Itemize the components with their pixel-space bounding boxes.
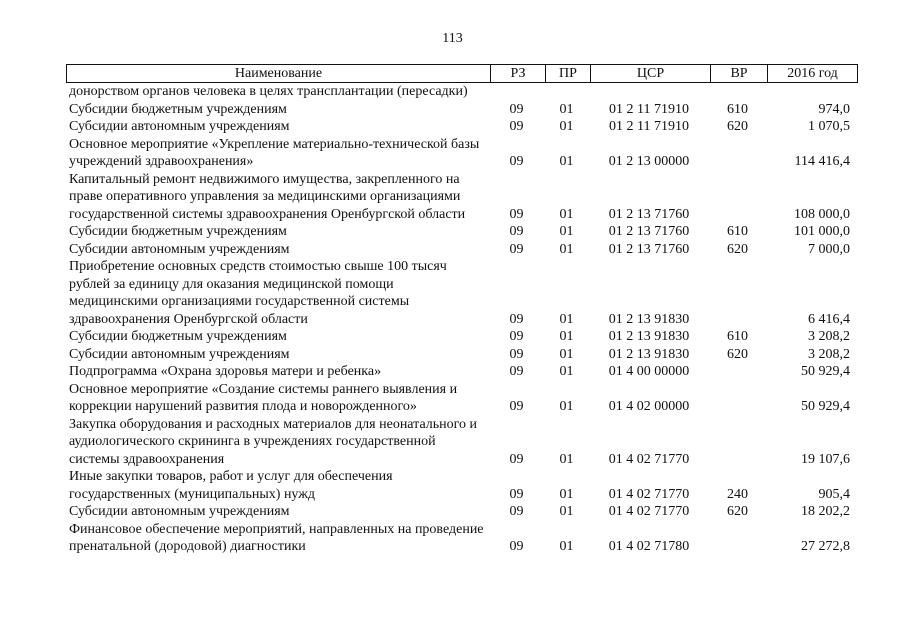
cell-amount: 27 272,8 — [801, 539, 850, 554]
cell-pr: 01 — [559, 119, 574, 134]
cell-csr: 01 2 11 71910 — [609, 119, 689, 134]
cell-pr: 01 — [559, 311, 574, 327]
cell-name: Закупка оборудования и расходных материалов для неонатального и аудиологического скрининга в учреждениях государственной системы здравоохранения — [69, 416, 478, 467]
cell-pr: 01 — [559, 206, 574, 222]
cell-name: Субсидии бюджетным учреждениям — [69, 224, 287, 239]
cell-name: Основное мероприятие «Укрепление материально-технической базы учреждений здравоохранения» — [69, 136, 480, 169]
cell-csr: 01 2 13 91830 — [608, 346, 690, 362]
cell-csr: 01 4 02 71780 — [608, 539, 690, 554]
cell-name: Иные закупки товаров, работ и услуг для обеспечения государственных (муниципальных) нужд — [69, 469, 393, 502]
table-row — [66, 416, 858, 469]
table-row — [66, 258, 858, 328]
table-row — [66, 101, 858, 119]
cell-csr: 01 2 13 71760 — [608, 206, 690, 222]
cell-name: Финансовое обеспечение мероприятий, направленных на проведение пренатальной (дородовой) диагностики — [69, 521, 484, 554]
cell-amount: 1 070,5 — [808, 119, 850, 134]
table-row — [66, 241, 858, 259]
cell-rz: 09 — [509, 346, 524, 362]
page-number: 113 — [442, 31, 463, 46]
cell-name: Подпрограмма «Охрана здоровья матери и ребенка» — [69, 364, 382, 379]
cell-vr: 620 — [727, 346, 748, 362]
cell-vr: 610 — [727, 329, 748, 344]
cell-name: Приобретение основных средств стоимостью свыше 100 тысяч рублей за единицу для оказания медицинской помощи медицинскими организациями государственной системы здравоохранения Оренбургской области — [69, 259, 447, 327]
cell-pr: 01 — [559, 154, 574, 169]
header-vr: ВР — [710, 65, 767, 82]
cell-rz: 09 — [509, 504, 524, 519]
cell-rz: 09 — [509, 539, 524, 554]
cell-vr: 620 — [727, 119, 748, 134]
table-row — [66, 223, 858, 241]
cell-pr: 01 — [559, 486, 574, 502]
cell-csr: 01 4 02 71770 — [608, 504, 690, 519]
cell-amount: 18 202,2 — [801, 504, 850, 519]
cell-name: Субсидии автономным учреждениям — [69, 346, 290, 362]
cell-pr: 01 — [559, 539, 574, 554]
cell-csr: 01 2 13 91830 — [608, 329, 690, 344]
cell-name: Субсидии бюджетным учреждениям — [69, 101, 287, 117]
cell-csr: 01 4 02 00000 — [608, 399, 690, 414]
cell-vr: 610 — [727, 224, 748, 239]
header-rz: РЗ — [490, 65, 545, 82]
cell-amount: 974,0 — [818, 101, 850, 117]
cell-csr: 01 4 00 00000 — [608, 364, 690, 379]
cell-rz: 09 — [509, 451, 524, 467]
cell-csr: 01 2 13 71760 — [608, 241, 690, 257]
cell-rz: 09 — [509, 101, 524, 117]
cell-csr: 01 4 02 71770 — [608, 486, 690, 502]
cell-rz: 09 — [509, 241, 524, 257]
cell-rz: 09 — [509, 119, 524, 134]
cell-amount: 905,4 — [818, 486, 850, 502]
cell-rz: 09 — [509, 364, 524, 379]
cell-rz: 09 — [509, 329, 524, 344]
cell-name: Капитальный ремонт недвижимого имущества, закрепленного на праве оперативного управления за медицинскими организациями государственной системы здравоохранения Оренбургской области — [69, 171, 466, 222]
cell-rz: 09 — [509, 224, 524, 239]
table-row — [66, 328, 858, 346]
cell-csr: 01 2 13 91830 — [608, 311, 690, 327]
table-row — [66, 171, 858, 224]
cell-amount: 50 929,4 — [801, 399, 850, 414]
cell-csr: 01 2 13 00000 — [608, 154, 690, 169]
budget-table — [66, 64, 858, 556]
table-row — [66, 468, 858, 503]
cell-name: Субсидии автономным учреждениям — [69, 119, 290, 134]
cell-pr: 01 — [559, 364, 574, 379]
cell-rz: 09 — [509, 399, 524, 414]
header-name: Наименование — [234, 66, 323, 81]
cell-rz: 09 — [509, 311, 524, 327]
table-row — [66, 521, 858, 556]
cell-rz: 09 — [509, 154, 524, 169]
cell-amount: 3 208,2 — [808, 346, 850, 362]
cell-pr: 01 — [559, 329, 574, 344]
cell-vr: 240 — [727, 486, 748, 502]
cell-pr: 01 — [559, 101, 574, 117]
cell-vr: 620 — [727, 504, 748, 519]
cell-amount: 6 416,4 — [808, 311, 850, 327]
cell-amount: 50 929,4 — [801, 364, 850, 379]
cell-amount: 19 107,6 — [801, 451, 850, 467]
table-row — [66, 346, 858, 364]
header-csr: ЦСР — [590, 65, 710, 82]
cell-name: Субсидии бюджетным учреждениям — [69, 329, 287, 344]
cell-pr: 01 — [559, 504, 574, 519]
cell-amount: 101 000,0 — [794, 224, 850, 239]
cell-amount: 108 000,0 — [794, 206, 850, 222]
cell-amount: 7 000,0 — [808, 241, 850, 257]
cell-name: Основное мероприятие «Создание системы раннего выявления и коррекции нарушений развития плода и новорожденного» — [69, 381, 458, 414]
cell-rz: 09 — [509, 206, 524, 222]
cell-csr: 01 4 02 71770 — [608, 451, 690, 467]
cell-vr: 610 — [727, 101, 748, 117]
cell-rz: 09 — [509, 486, 524, 502]
cell-pr: 01 — [559, 399, 574, 414]
cell-amount: 3 208,2 — [808, 329, 850, 344]
table-row — [66, 381, 858, 416]
table-row — [66, 503, 858, 521]
cell-name: донорством органов человека в целях трансплантации (пересадки) — [69, 84, 468, 99]
cell-pr: 01 — [559, 451, 574, 467]
table-row — [66, 136, 858, 171]
cell-name: Субсидии автономным учреждениям — [69, 504, 290, 519]
table-row — [66, 118, 858, 136]
cell-pr: 01 — [559, 224, 574, 239]
table-row — [66, 83, 858, 101]
cell-csr: 01 2 11 71910 — [609, 101, 689, 117]
cell-amount: 114 416,4 — [794, 154, 850, 169]
table-row — [66, 363, 858, 381]
cell-csr: 01 2 13 71760 — [608, 224, 690, 239]
cell-pr: 01 — [559, 346, 574, 362]
header-year: 2016 год — [767, 65, 857, 82]
cell-name: Субсидии автономным учреждениям — [69, 241, 290, 257]
table-body — [66, 83, 858, 556]
header-pr: ПР — [545, 65, 590, 82]
cell-vr: 620 — [727, 241, 748, 257]
table-header — [66, 64, 858, 83]
cell-pr: 01 — [559, 241, 574, 257]
